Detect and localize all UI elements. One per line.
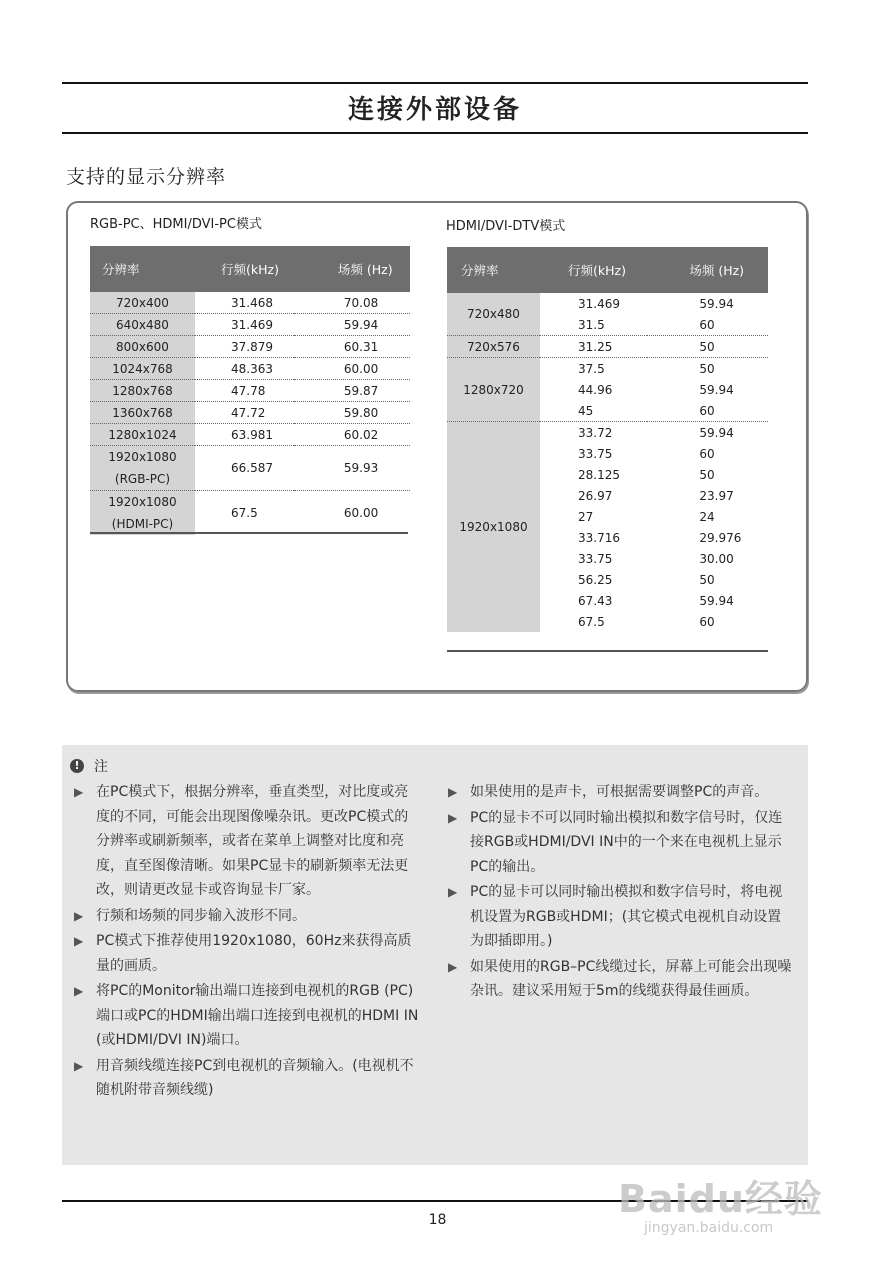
note-item: [448, 880, 792, 954]
vfreq-cell: 23.97: [699, 488, 734, 503]
left-table-caption: RGB-PC、HDMI/DVI-PC模式: [90, 217, 262, 232]
resolution-cell: 720x576: [447, 336, 540, 358]
table-row: [90, 292, 410, 314]
table-row: [90, 358, 410, 380]
resolution-value: 1280x1024: [108, 427, 177, 442]
hfreq-cell: 33.72: [578, 425, 613, 440]
left-table-bottom-rule: [90, 532, 408, 534]
vfreq-cell: 60.02: [294, 424, 410, 446]
vfreq-cell: 60: [699, 614, 715, 629]
col-header-hfreq: 行频(kHz): [540, 247, 647, 293]
watermark-logo: [618, 1150, 828, 1260]
vfreq-cell: 59.94: [699, 593, 734, 608]
table-row: [90, 314, 410, 336]
vfreq-cell: 60: [699, 446, 715, 461]
table-row: [90, 491, 410, 536]
hfreq-cell: 31.5: [540, 314, 647, 336]
note-item: [448, 806, 792, 880]
resolution-cell: [90, 424, 195, 446]
table-row: [447, 336, 768, 358]
resolution-value: 720x400: [116, 295, 169, 310]
vfreq-cell: 60.00: [343, 506, 379, 520]
resolution-value: 1280x768: [112, 383, 173, 398]
title-underline: [62, 132, 808, 134]
resolution-cell: [90, 402, 195, 424]
pc-mode-table: [90, 246, 410, 535]
hfreq-cell: 28.125: [578, 467, 620, 482]
col-header-vfreq: 场频 (Hz): [647, 247, 768, 293]
hfreq-cell: 37.879: [195, 336, 294, 358]
vfreq-cell: 29.976: [699, 530, 742, 545]
col-header-hfreq: 行频(kHz): [195, 246, 294, 292]
vfreq-cell: 59.94: [699, 425, 734, 440]
vfreq-cell: 60.31: [294, 336, 410, 358]
hfreq-cell: 37.5: [578, 361, 605, 376]
vfreq-cell: 60: [647, 400, 768, 422]
triangle-bullet-icon: ▶: [74, 1058, 84, 1073]
hfreq-cell: 31.469: [195, 314, 294, 336]
resolution-cell: 1280x720: [447, 358, 540, 422]
hfreq-cell: 31.469: [578, 296, 620, 311]
page-title: 连接外部设备: [347, 95, 522, 125]
hfreq-cell: 44.96: [578, 382, 613, 397]
watermark-url: jingyan.baidu.com: [644, 1220, 774, 1236]
page-number: 18: [428, 1212, 447, 1228]
vfreq-cell: 70.08: [294, 292, 410, 314]
warning-icon: !: [70, 759, 84, 773]
note-text: PC的显卡不可以同时输出模拟和数字信号时，仅连接RGB或HDMI/DVI IN中的一个来在电视机上显示PC的输出。: [470, 809, 783, 875]
note-text: PC的显卡可以同时输出模拟和数字信号时，将电视机设置为RGB或HDMI；(其它模式电视机自动设置为即插即用。): [470, 884, 783, 949]
resolution-cell: [90, 314, 195, 336]
hfreq-cell: 33.716: [578, 530, 620, 545]
col-header-resolution: 分辨率: [447, 247, 540, 293]
note-item: [74, 1054, 420, 1103]
triangle-bullet-icon: ▶: [448, 785, 458, 799]
top-rule: [62, 82, 808, 84]
note-heading-text: 注: [94, 759, 108, 775]
hfreq-cell: 67.5: [231, 506, 258, 520]
note-item: [448, 955, 792, 1004]
triangle-bullet-icon: ▶: [448, 885, 458, 899]
resolution-cell: 1920x1080: [447, 422, 540, 633]
vfreq-cell: 50: [647, 336, 768, 358]
vfreq-cell: 30.00: [699, 551, 734, 566]
hfreq-cell: 31.25: [540, 336, 647, 358]
hfreq-cell: 56.25: [578, 572, 613, 587]
resolution-cell: 720x480: [447, 293, 540, 336]
resolution-value: 640x480: [116, 317, 169, 332]
hfreq-cell: 67.43: [578, 593, 613, 608]
resolution-value: 1920x1080 (RGB-PC): [108, 450, 177, 486]
vfreq-cell: 50: [699, 361, 715, 376]
resolution-value: 1024x768: [112, 361, 173, 376]
col-header-resolution: 分辨率: [90, 246, 195, 292]
note-text: PC模式下推荐使用1920x1080，60Hz来获得高质量的画质。: [96, 933, 412, 974]
vfreq-cell: 59.93: [294, 446, 410, 491]
note-item: [74, 904, 420, 929]
vfreq-cell: 60.00: [294, 358, 410, 380]
resolution-cell: [90, 292, 195, 314]
dtv-mode-table: [447, 247, 768, 632]
table-row: [447, 293, 768, 314]
table-row: [447, 358, 768, 380]
hfreq-cell: 47.72: [195, 402, 294, 424]
note-item: [74, 780, 420, 903]
triangle-bullet-icon: ▶: [74, 908, 84, 923]
table-row: [90, 424, 410, 446]
hfreq-cell: 47.78: [195, 380, 294, 402]
resolution-value: 1920x1080 (HDMI-PC): [108, 495, 177, 531]
note-text: 如果使用的是声卡，可根据需要调整PC的声音。: [470, 784, 769, 800]
triangle-bullet-icon: ▶: [74, 785, 84, 799]
triangle-bullet-icon: ▶: [74, 984, 84, 998]
resolution-cell: [90, 336, 195, 358]
note-text: 将PC的Monitor输出端口连接到电视机的RGB (PC)端口或PC的HDMI输出端口连接到电视机的HDMI IN (或HDMI/DVI IN)端口。: [96, 983, 419, 1048]
note-item: [74, 929, 420, 978]
note-text: 行频和场频的同步输入波形不同。: [96, 907, 306, 924]
table-row: [447, 422, 768, 444]
vfreq-cell: 60: [647, 314, 768, 336]
note-item: [448, 780, 792, 805]
vfreq-cell: 50: [699, 467, 715, 482]
hfreq-cell: 67.5: [578, 614, 605, 629]
triangle-bullet-icon: ▶: [448, 810, 458, 825]
vfreq-cell: 50: [699, 572, 715, 587]
note-item: [74, 979, 420, 1053]
resolution-cell: [90, 358, 195, 380]
resolution-cell: [90, 380, 195, 402]
table-row: [90, 446, 410, 491]
note-right-column: [448, 780, 792, 1005]
vfreq-cell: 59.87: [294, 380, 410, 402]
vfreq-cell: 59.94: [699, 382, 734, 397]
resolution-value: 1360x768: [112, 405, 173, 420]
hfreq-cell: 48.363: [195, 358, 294, 380]
vfreq-cell: 59.94: [294, 314, 410, 336]
vfreq-cell: 59.80: [294, 402, 410, 424]
triangle-bullet-icon: ▶: [448, 959, 458, 974]
resolution-value: 800x600: [116, 339, 169, 354]
note-text: 在PC模式下，根据分辨率，垂直类型，对比度或亮度的不同，可能会出现图像噪杂讯。更改PC模式的分辨率或刷新频率，或者在菜单上调整对比度和亮度，直至图像清晰。如果PC显卡的刷新频率无法更改，则请更改显卡或咨询显卡厂家。: [96, 784, 409, 898]
right-table-bottom-rule: [447, 650, 768, 652]
table-row: [90, 336, 410, 358]
note-heading: [70, 756, 108, 776]
hfreq-cell: 45: [540, 400, 647, 422]
vfreq-cell: 24: [699, 509, 715, 524]
hfreq-cell: 31.468: [195, 292, 294, 314]
table-row: [90, 380, 410, 402]
table-row: [90, 402, 410, 424]
resolution-cell: [90, 446, 195, 491]
note-left-column: [74, 780, 420, 1104]
hfreq-cell: 26.97: [578, 488, 613, 503]
hfreq-cell: 63.981: [195, 424, 294, 446]
hfreq-cell: 66.587: [195, 446, 294, 491]
hfreq-cell: 27: [578, 509, 594, 524]
section-title: 支持的显示分辨率: [66, 166, 227, 188]
triangle-bullet-icon: ▶: [74, 934, 84, 948]
resolution-cell: [90, 491, 195, 536]
hfreq-cell: 33.75: [578, 446, 613, 461]
note-text: 用音频线缆连接PC到电视机的音频输入。(电视机不随机附带音频线缆): [96, 1057, 414, 1098]
vfreq-cell: 59.94: [699, 296, 734, 311]
note-text: 如果使用的RGB–PC线缆过长，屏幕上可能会出现噪杂讯。建议采用短于5m的线缆获得最佳画质。: [470, 958, 792, 999]
right-table-caption: HDMI/DVI-DTV模式: [446, 219, 566, 234]
hfreq-cell: 33.75: [578, 551, 613, 566]
watermark-brand: Baidu经验: [618, 1177, 823, 1221]
col-header-vfreq: 场频 (Hz): [294, 246, 410, 292]
